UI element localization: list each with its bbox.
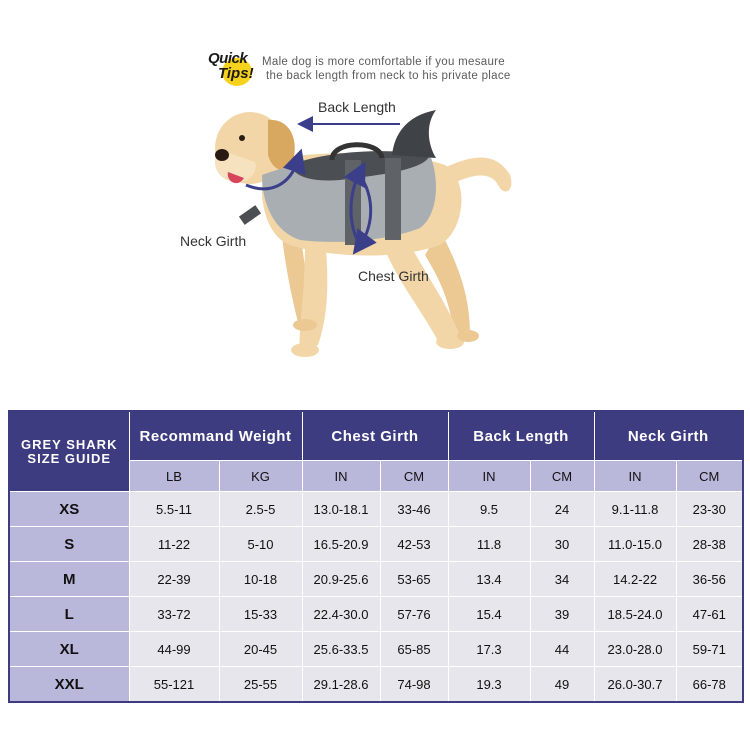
table-cell: 44 — [530, 632, 594, 667]
table-cell: 20.9-25.6 — [302, 562, 380, 597]
dog-front-leg-front — [300, 235, 328, 352]
size-label: M — [9, 562, 129, 597]
table-cell: 23-30 — [676, 492, 743, 527]
table-cell: 15.4 — [448, 597, 530, 632]
table-cell: 57-76 — [380, 597, 448, 632]
size-label: XXL — [9, 667, 129, 703]
table-cell: 19.3 — [448, 667, 530, 703]
table-cell: 29.1-28.6 — [302, 667, 380, 703]
header-weight: Recommand Weight — [129, 411, 302, 461]
table-cell: 23.0-28.0 — [594, 632, 676, 667]
table-cell: 14.2-22 — [594, 562, 676, 597]
table-cell: 55-121 — [129, 667, 219, 703]
table-cell: 20-45 — [219, 632, 302, 667]
table-cell: 53-65 — [380, 562, 448, 597]
table-cell: 42-53 — [380, 527, 448, 562]
dog-ear — [268, 120, 295, 170]
dog-paw — [291, 343, 319, 357]
table-row — [9, 492, 743, 527]
tip-line-2: the back length from neck to his private place — [266, 70, 511, 82]
table-cell: 11-22 — [129, 527, 219, 562]
unit-header: LB — [129, 461, 219, 492]
size-label: S — [9, 527, 129, 562]
unit-header: CM — [380, 461, 448, 492]
unit-header: IN — [448, 461, 530, 492]
badge-text-tips: Tips! — [218, 65, 254, 82]
table-cell: 17.3 — [448, 632, 530, 667]
table-row — [9, 527, 743, 562]
dog-nose — [215, 149, 229, 161]
table-cell: 13.0-18.1 — [302, 492, 380, 527]
chest-girth-label: Chest Girth — [358, 268, 429, 284]
table-cell: 25.6-33.5 — [302, 632, 380, 667]
back-length-label: Back Length — [318, 99, 396, 115]
table-cell: 5-10 — [219, 527, 302, 562]
table-cell: 22-39 — [129, 562, 219, 597]
table-cell: 28-38 — [676, 527, 743, 562]
header-chest-girth: Chest Girth — [302, 411, 448, 461]
table-row — [9, 667, 743, 703]
unit-header: IN — [594, 461, 676, 492]
table-cell: 33-72 — [129, 597, 219, 632]
size-label: L — [9, 597, 129, 632]
neck-girth-label: Neck Girth — [180, 233, 247, 249]
header-back-length: Back Length — [448, 411, 594, 461]
table-cell: 13.4 — [448, 562, 530, 597]
header-neck-girth: Neck Girth — [594, 411, 743, 461]
table-cell: 9.1-11.8 — [594, 492, 676, 527]
table-cell: 9.5 — [448, 492, 530, 527]
table-cell: 10-18 — [219, 562, 302, 597]
table-cell: 25-55 — [219, 667, 302, 703]
table-cell: 24 — [530, 492, 594, 527]
unit-header: KG — [219, 461, 302, 492]
table-cell: 22.4-30.0 — [302, 597, 380, 632]
table-cell: 36-56 — [676, 562, 743, 597]
table-cell: 49 — [530, 667, 594, 703]
table-cell: 66-78 — [676, 667, 743, 703]
badge-text-quick: Quick — [208, 50, 248, 67]
size-guide-title-line1: GREY SHARK — [21, 436, 118, 452]
dog-paw — [457, 330, 479, 342]
dog-eye — [239, 135, 245, 141]
size-label: XL — [9, 632, 129, 667]
unit-header: IN — [302, 461, 380, 492]
size-guide-title — [9, 411, 129, 492]
table-cell: 11.0-15.0 — [594, 527, 676, 562]
table-row — [9, 597, 743, 632]
table-cell: 44-99 — [129, 632, 219, 667]
table-cell: 26.0-30.7 — [594, 667, 676, 703]
table-cell: 59-71 — [676, 632, 743, 667]
size-label: XS — [9, 492, 129, 527]
table-cell: 65-85 — [380, 632, 448, 667]
vest-strap — [385, 158, 401, 240]
table-cell: 74-98 — [380, 667, 448, 703]
table-cell: 39 — [530, 597, 594, 632]
size-guide-table — [8, 410, 744, 703]
unit-header: CM — [530, 461, 594, 492]
shark-fin — [392, 110, 436, 158]
table-cell: 2.5-5 — [219, 492, 302, 527]
table-cell: 18.5-24.0 — [594, 597, 676, 632]
table-cell: 34 — [530, 562, 594, 597]
table-cell: 47-61 — [676, 597, 743, 632]
table-cell: 16.5-20.9 — [302, 527, 380, 562]
table-cell: 11.8 — [448, 527, 530, 562]
table-cell: 33-46 — [380, 492, 448, 527]
tip-line-1: Male dog is more comfortable if you mesaure — [262, 56, 506, 68]
unit-header: CM — [676, 461, 743, 492]
table-cell: 15-33 — [219, 597, 302, 632]
group-header-row — [9, 411, 743, 461]
table-row — [9, 632, 743, 667]
dog-paw — [293, 319, 317, 331]
table-row — [9, 562, 743, 597]
vest-buckle — [239, 205, 261, 225]
table-cell: 30 — [530, 527, 594, 562]
table-cell: 5.5-11 — [129, 492, 219, 527]
size-guide-title-line2: SIZE GUIDE — [27, 450, 112, 466]
